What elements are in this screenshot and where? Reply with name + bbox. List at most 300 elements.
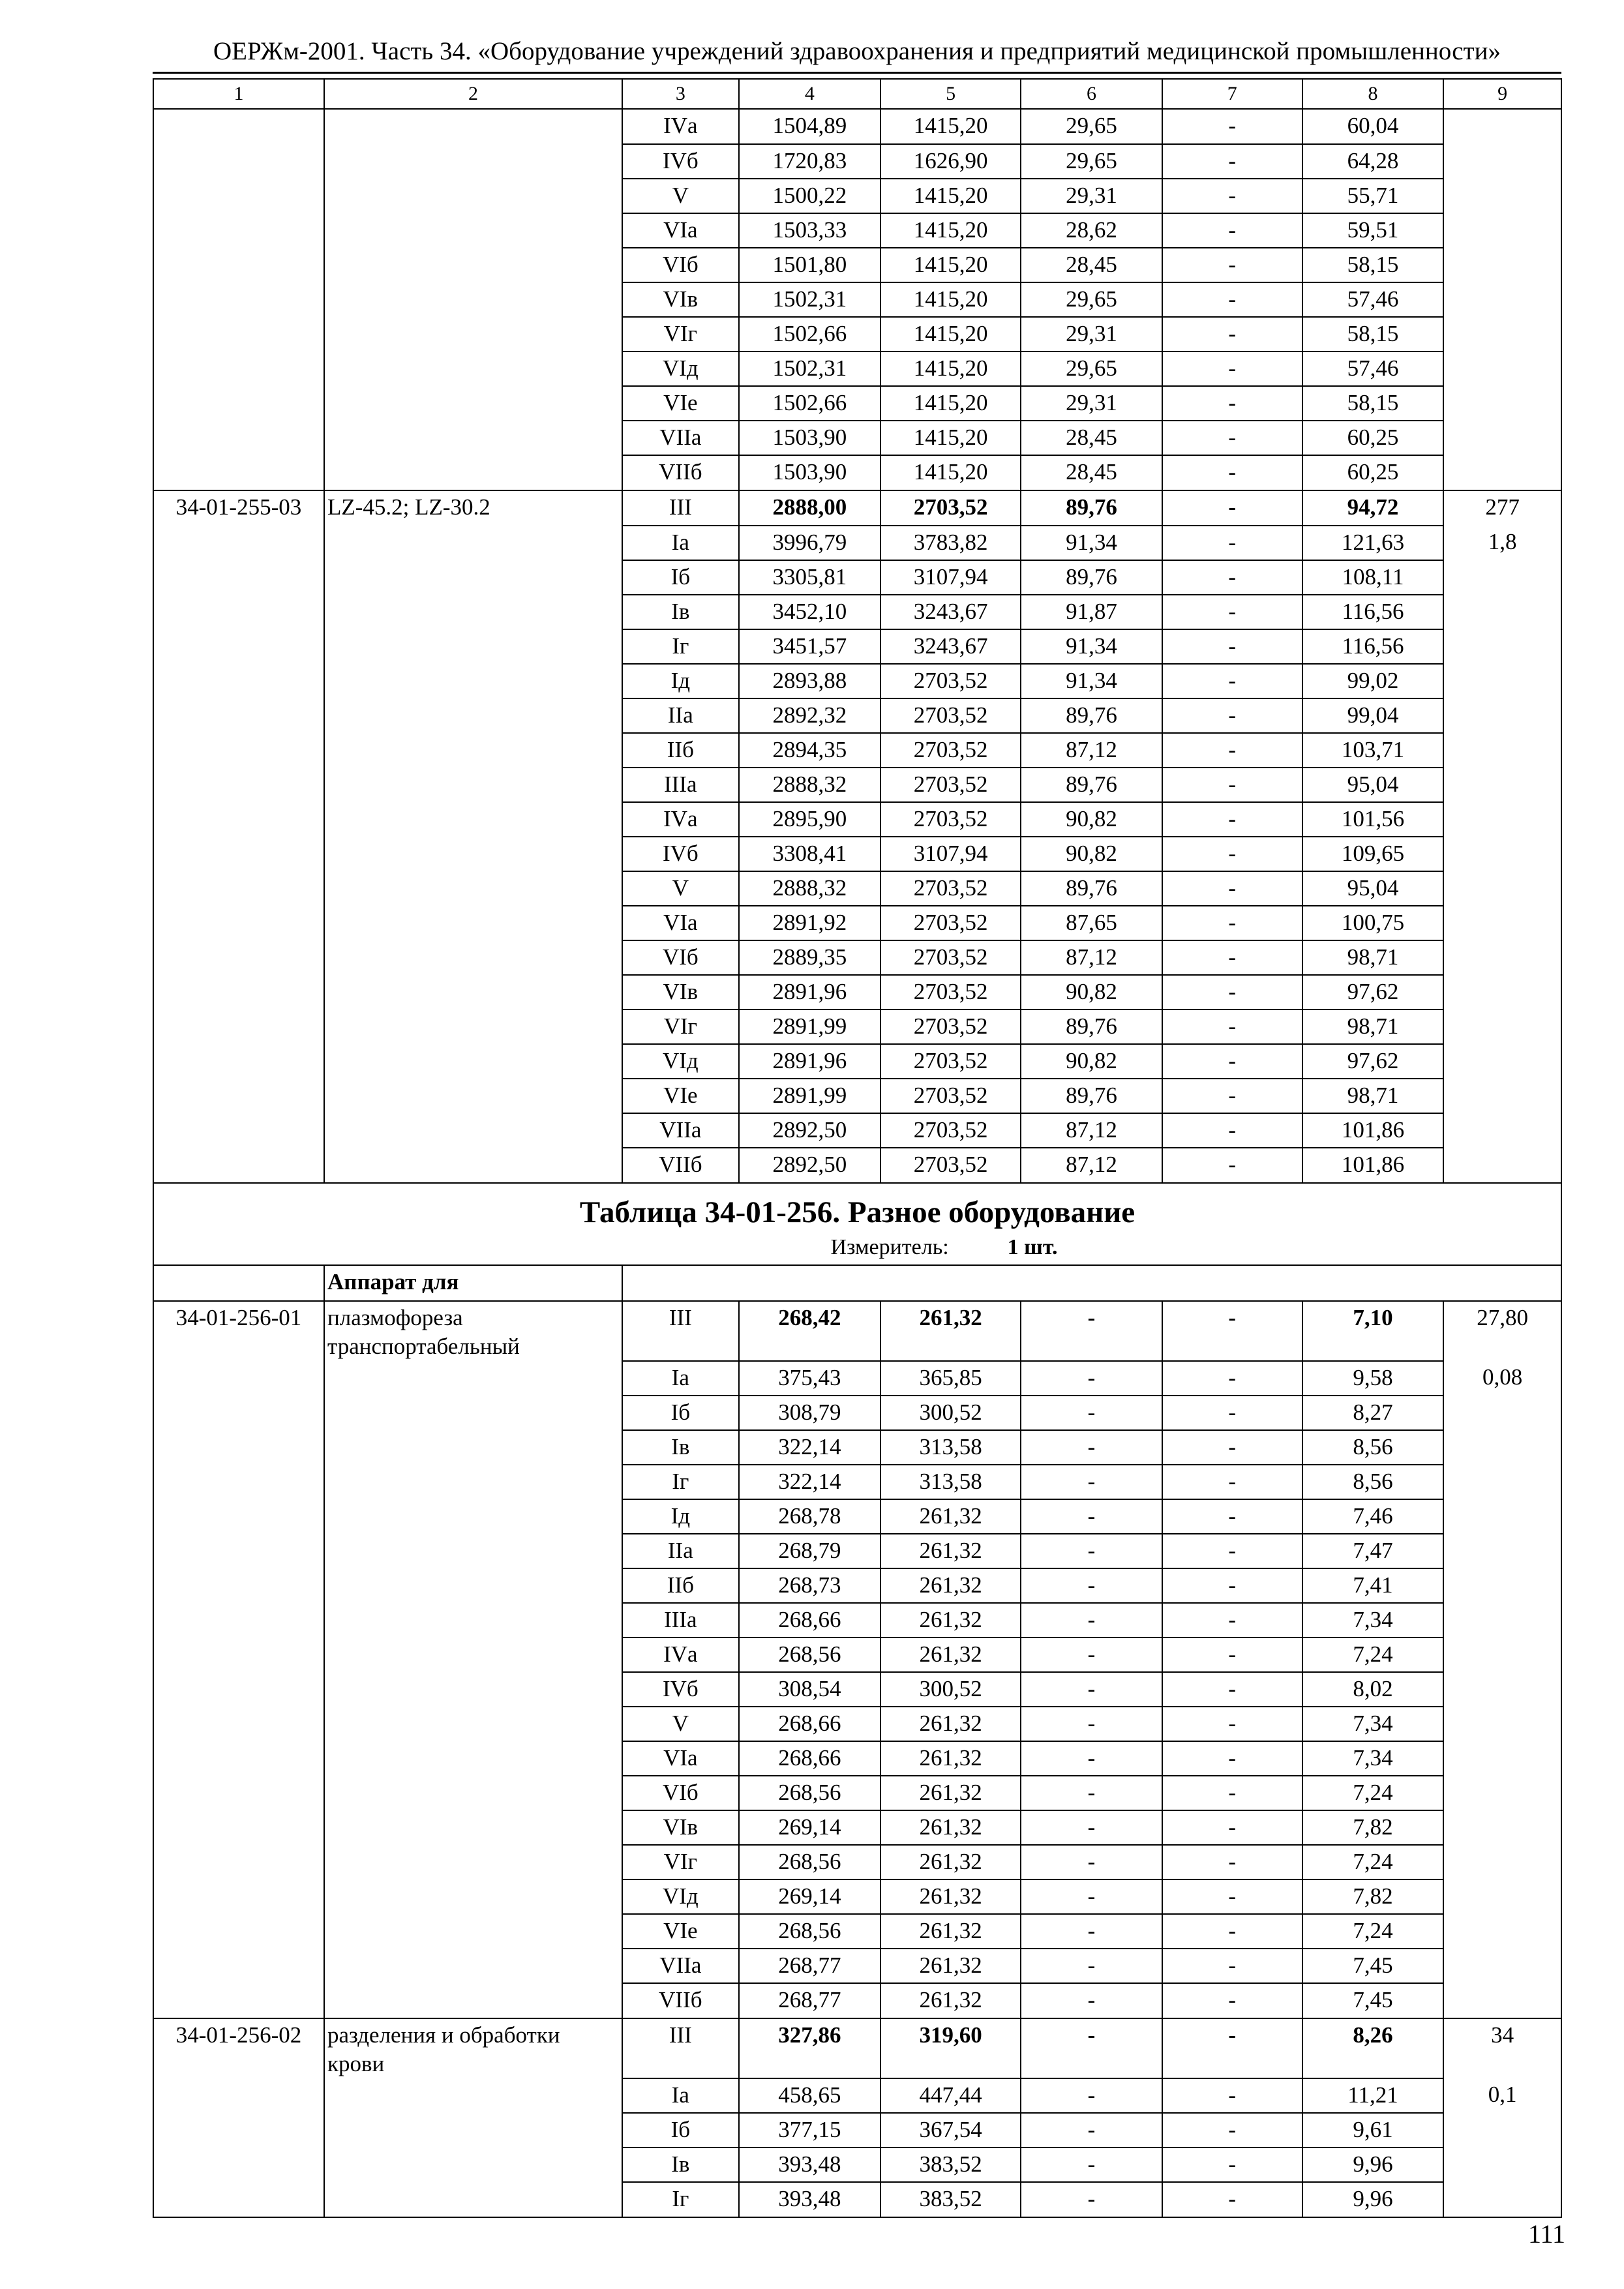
code-cell: [153, 664, 324, 698]
name-cell: [324, 179, 622, 213]
col9-cell: [1443, 2113, 1561, 2147]
region-zone-cell: Iв: [622, 2147, 739, 2182]
code-cell: [153, 455, 324, 490]
name-cell: [324, 1430, 622, 1465]
wages-cost-cell: 261,32: [880, 1949, 1021, 1983]
table-row: [153, 560, 1561, 595]
materials-cost-cell: 7,82: [1302, 1810, 1443, 1845]
materials-cost-cell: 121,63: [1302, 526, 1443, 560]
machine-cost-cell: -: [1021, 1845, 1162, 1879]
col9-cell: [1443, 455, 1561, 490]
machine-cost-cell: 29,65: [1021, 352, 1162, 386]
region-zone-cell: VIе: [622, 386, 739, 421]
region-zone-cell: IVа: [622, 1638, 739, 1672]
name-cell: плазмофореза транспортабельный: [324, 1301, 622, 1361]
name-cell: [324, 1845, 622, 1879]
machine-cost-cell: -: [1021, 2018, 1162, 2078]
col9-cell: [1443, 352, 1561, 386]
total-cost-cell: 2888,00: [739, 490, 880, 526]
code-cell: [153, 352, 324, 386]
machine-cost-cell: 90,82: [1021, 837, 1162, 871]
total-cost-cell: 1720,83: [739, 144, 880, 179]
total-cost-cell: 3451,57: [739, 629, 880, 664]
machine-cost-cell: 29,65: [1021, 109, 1162, 144]
wages-cost-cell: 3243,67: [880, 629, 1021, 664]
region-zone-cell: Iб: [622, 2113, 739, 2147]
code-cell: [153, 1265, 324, 1301]
table-row: [153, 1707, 1561, 1741]
driver-wages-cell: -: [1162, 1430, 1302, 1465]
machine-cost-cell: -: [1021, 2113, 1162, 2147]
driver-wages-cell: -: [1162, 1010, 1302, 1044]
code-cell: 34-01-255-03: [153, 490, 324, 526]
table-row: [153, 144, 1561, 179]
materials-cost-cell: 101,86: [1302, 1148, 1443, 1183]
region-zone-cell: Iб: [622, 560, 739, 595]
code-cell: [153, 1568, 324, 1603]
section-header-row: [153, 1183, 1561, 1265]
wages-cost-cell: 261,32: [880, 1845, 1021, 1879]
region-zone-cell: VIб: [622, 248, 739, 282]
code-cell: [153, 386, 324, 421]
code-cell: [153, 179, 324, 213]
code-cell: 34-01-256-02: [153, 2018, 324, 2078]
driver-wages-cell: -: [1162, 1603, 1302, 1638]
col9-cell: [1443, 386, 1561, 421]
col9-cell: [1443, 1845, 1561, 1879]
name-cell: LZ-45.2; LZ-30.2: [324, 490, 622, 526]
table-row: [153, 664, 1561, 698]
name-cell: [324, 282, 622, 317]
total-cost-cell: 327,86: [739, 2018, 880, 2078]
materials-cost-cell: 7,45: [1302, 1949, 1443, 1983]
region-zone-cell: VIIа: [622, 1113, 739, 1148]
table-row: [153, 1914, 1561, 1949]
driver-wages-cell: -: [1162, 975, 1302, 1010]
region-zone-cell: Iб: [622, 1396, 739, 1430]
materials-cost-cell: 7,45: [1302, 1983, 1443, 2018]
wages-cost-cell: 261,32: [880, 1568, 1021, 1603]
wages-cost-cell: 2703,52: [880, 1044, 1021, 1079]
col9-cell: [1443, 664, 1561, 698]
region-zone-cell: VIе: [622, 1079, 739, 1113]
driver-wages-cell: -: [1162, 906, 1302, 940]
driver-wages-cell: -: [1162, 2147, 1302, 2182]
col9-cell: [1443, 871, 1561, 906]
name-cell: [324, 1396, 622, 1430]
region-zone-cell: IIIа: [622, 1603, 739, 1638]
total-cost-cell: 1502,66: [739, 386, 880, 421]
table-row: [153, 1638, 1561, 1672]
materials-cost-cell: 9,96: [1302, 2182, 1443, 2217]
col9-cell: [1443, 1534, 1561, 1568]
total-cost-cell: 269,14: [739, 1879, 880, 1914]
table-row: [153, 768, 1561, 802]
col9-cell: [1443, 1638, 1561, 1672]
table-row: [153, 629, 1561, 664]
code-cell: [153, 144, 324, 179]
driver-wages-cell: -: [1162, 1499, 1302, 1534]
total-cost-cell: 268,56: [739, 1638, 880, 1672]
region-zone-cell: IIIа: [622, 768, 739, 802]
wages-cost-cell: 300,52: [880, 1396, 1021, 1430]
col9-cell: 34: [1443, 2018, 1561, 2078]
driver-wages-cell: -: [1162, 1845, 1302, 1879]
total-cost-cell: 1502,31: [739, 282, 880, 317]
total-cost-cell: 2891,99: [739, 1010, 880, 1044]
col9-cell: [1443, 179, 1561, 213]
wages-cost-cell: 261,32: [880, 1499, 1021, 1534]
code-cell: [153, 768, 324, 802]
total-cost-cell: 1504,89: [739, 109, 880, 144]
name-cell: [324, 109, 622, 144]
name-cell: [324, 1044, 622, 1079]
total-cost-cell: 268,78: [739, 1499, 880, 1534]
column-numbers-row: [153, 79, 1561, 109]
materials-cost-cell: 8,56: [1302, 1465, 1443, 1499]
table-row: [153, 1010, 1561, 1044]
code-cell: [153, 2147, 324, 2182]
code-cell: [153, 733, 324, 768]
materials-cost-cell: 58,15: [1302, 248, 1443, 282]
machine-cost-cell: -: [1021, 1638, 1162, 1672]
code-cell: [153, 1638, 324, 1672]
col9-cell: [1443, 213, 1561, 248]
region-zone-cell: Iв: [622, 1430, 739, 1465]
column-number: 1: [153, 79, 324, 109]
code-cell: [153, 109, 324, 144]
driver-wages-cell: -: [1162, 1879, 1302, 1914]
wages-cost-cell: 367,54: [880, 2113, 1021, 2147]
wages-cost-cell: 261,32: [880, 1983, 1021, 2018]
driver-wages-cell: -: [1162, 2182, 1302, 2217]
table-row: [153, 940, 1561, 975]
total-cost-cell: 322,14: [739, 1465, 880, 1499]
machine-cost-cell: 89,76: [1021, 490, 1162, 526]
total-cost-cell: 377,15: [739, 2113, 880, 2147]
materials-cost-cell: 60,04: [1302, 109, 1443, 144]
name-cell: [324, 526, 622, 560]
code-cell: [153, 213, 324, 248]
code-cell: [153, 629, 324, 664]
col9-cell: [1443, 802, 1561, 837]
code-cell: [153, 1672, 324, 1707]
total-cost-cell: 322,14: [739, 1430, 880, 1465]
code-cell: [153, 421, 324, 455]
code-cell: [153, 1603, 324, 1638]
column-number: 2: [324, 79, 622, 109]
table-row: [153, 1879, 1561, 1914]
machine-cost-cell: 90,82: [1021, 975, 1162, 1010]
total-cost-cell: 3996,79: [739, 526, 880, 560]
name-cell: разделения и обработки крови: [324, 2018, 622, 2078]
region-zone-cell: IVб: [622, 837, 739, 871]
code-cell: [153, 1776, 324, 1810]
col9-cell: [1443, 1465, 1561, 1499]
total-cost-cell: 2892,50: [739, 1113, 880, 1148]
total-cost-cell: 308,54: [739, 1672, 880, 1707]
code-cell: [153, 248, 324, 282]
table-row: [153, 1148, 1561, 1183]
wages-cost-cell: 2703,52: [880, 768, 1021, 802]
driver-wages-cell: -: [1162, 768, 1302, 802]
code-cell: [153, 837, 324, 871]
region-zone-cell: VIв: [622, 975, 739, 1010]
name-cell: [324, 1672, 622, 1707]
price-table: [153, 78, 1562, 2218]
code-cell: [153, 1148, 324, 1183]
driver-wages-cell: -: [1162, 352, 1302, 386]
total-cost-cell: 268,73: [739, 1568, 880, 1603]
table-row: [153, 455, 1561, 490]
table-row: [153, 1396, 1561, 1430]
code-cell: [153, 2078, 324, 2113]
table-row: [153, 1568, 1561, 1603]
wages-cost-cell: 261,32: [880, 1879, 1021, 1914]
name-cell: [324, 248, 622, 282]
wages-cost-cell: 1626,90: [880, 144, 1021, 179]
code-cell: [153, 526, 324, 560]
total-cost-cell: 2892,50: [739, 1148, 880, 1183]
materials-cost-cell: 7,24: [1302, 1845, 1443, 1879]
region-zone-cell: VIб: [622, 940, 739, 975]
table-row: [153, 386, 1561, 421]
name-cell: [324, 664, 622, 698]
materials-cost-cell: 55,71: [1302, 179, 1443, 213]
machine-cost-cell: -: [1021, 1810, 1162, 1845]
table-row: [153, 1430, 1561, 1465]
region-zone-cell: VIIб: [622, 1983, 739, 2018]
region-zone-cell: V: [622, 179, 739, 213]
table-row: [153, 2182, 1561, 2217]
wages-cost-cell: 261,32: [880, 1810, 1021, 1845]
total-cost-cell: 268,77: [739, 1983, 880, 2018]
wages-cost-cell: 300,52: [880, 1672, 1021, 1707]
wages-cost-cell: 2703,52: [880, 871, 1021, 906]
table-row: [153, 1301, 1561, 1361]
materials-cost-cell: 95,04: [1302, 871, 1443, 906]
driver-wages-cell: -: [1162, 526, 1302, 560]
region-zone-cell: VIIб: [622, 1148, 739, 1183]
col9-cell: [1443, 768, 1561, 802]
wages-cost-cell: 383,52: [880, 2147, 1021, 2182]
machine-cost-cell: -: [1021, 1949, 1162, 1983]
driver-wages-cell: -: [1162, 144, 1302, 179]
code-cell: 34-01-256-01: [153, 1301, 324, 1361]
materials-cost-cell: 94,72: [1302, 490, 1443, 526]
subheading-cell: Аппарат для: [324, 1265, 622, 1301]
machine-cost-cell: 29,65: [1021, 282, 1162, 317]
machine-cost-cell: 90,82: [1021, 1044, 1162, 1079]
name-cell: [324, 1534, 622, 1568]
region-zone-cell: Iг: [622, 2182, 739, 2217]
region-zone-cell: IVа: [622, 109, 739, 144]
meter-value: 1 шт.: [1007, 1235, 1058, 1259]
wages-cost-cell: 383,52: [880, 2182, 1021, 2217]
code-cell: [153, 1113, 324, 1148]
machine-cost-cell: -: [1021, 1396, 1162, 1430]
machine-cost-cell: 28,62: [1021, 213, 1162, 248]
driver-wages-cell: -: [1162, 560, 1302, 595]
machine-cost-cell: 28,45: [1021, 455, 1162, 490]
total-cost-cell: 1503,33: [739, 213, 880, 248]
wages-cost-cell: 2703,52: [880, 975, 1021, 1010]
table-row: [153, 837, 1561, 871]
wages-cost-cell: 261,32: [880, 1707, 1021, 1741]
materials-cost-cell: 101,86: [1302, 1113, 1443, 1148]
col9-cell: [1443, 733, 1561, 768]
materials-cost-cell: 101,56: [1302, 802, 1443, 837]
driver-wages-cell: -: [1162, 1949, 1302, 1983]
name-cell: [324, 802, 622, 837]
total-cost-cell: 2888,32: [739, 768, 880, 802]
name-cell: [324, 698, 622, 733]
name-cell: [324, 595, 622, 629]
wages-cost-cell: 1415,20: [880, 248, 1021, 282]
machine-cost-cell: 89,76: [1021, 1010, 1162, 1044]
name-cell: [324, 560, 622, 595]
driver-wages-cell: -: [1162, 1396, 1302, 1430]
machine-cost-cell: -: [1021, 1603, 1162, 1638]
wages-cost-cell: 261,32: [880, 1603, 1021, 1638]
materials-cost-cell: 64,28: [1302, 144, 1443, 179]
col9-cell: 0,1: [1443, 2078, 1561, 2113]
driver-wages-cell: -: [1162, 2078, 1302, 2113]
machine-cost-cell: -: [1021, 1707, 1162, 1741]
total-cost-cell: 2895,90: [739, 802, 880, 837]
wages-cost-cell: 1415,20: [880, 109, 1021, 144]
code-cell: [153, 1741, 324, 1776]
driver-wages-cell: -: [1162, 317, 1302, 352]
table-row: [153, 1810, 1561, 1845]
section-header-cell: [153, 1183, 1561, 1265]
name-cell: [324, 144, 622, 179]
total-cost-cell: 2891,96: [739, 975, 880, 1010]
code-cell: [153, 1914, 324, 1949]
wages-cost-cell: 1415,20: [880, 282, 1021, 317]
code-cell: [153, 802, 324, 837]
region-zone-cell: IIб: [622, 1568, 739, 1603]
machine-cost-cell: -: [1021, 2147, 1162, 2182]
table-row: [153, 1465, 1561, 1499]
table-row: [153, 1741, 1561, 1776]
region-zone-cell: IIб: [622, 733, 739, 768]
total-cost-cell: 2888,32: [739, 871, 880, 906]
total-cost-cell: 3452,10: [739, 595, 880, 629]
name-cell: [324, 2113, 622, 2147]
materials-cost-cell: 7,46: [1302, 1499, 1443, 1534]
machine-cost-cell: -: [1021, 1983, 1162, 2018]
machine-cost-cell: -: [1021, 1430, 1162, 1465]
col9-cell: [1443, 1879, 1561, 1914]
machine-cost-cell: -: [1021, 1568, 1162, 1603]
materials-cost-cell: 108,11: [1302, 560, 1443, 595]
materials-cost-cell: 9,58: [1302, 1361, 1443, 1396]
code-cell: [153, 282, 324, 317]
code-cell: [153, 871, 324, 906]
materials-cost-cell: 7,10: [1302, 1301, 1443, 1361]
machine-cost-cell: 87,12: [1021, 940, 1162, 975]
region-zone-cell: IVб: [622, 144, 739, 179]
name-cell: [324, 906, 622, 940]
code-cell: [153, 1810, 324, 1845]
region-zone-cell: VIIа: [622, 421, 739, 455]
region-zone-cell: Iг: [622, 1465, 739, 1499]
region-zone-cell: VIд: [622, 1044, 739, 1079]
column-number: 9: [1443, 79, 1561, 109]
table-row: [153, 421, 1561, 455]
driver-wages-cell: -: [1162, 490, 1302, 526]
materials-cost-cell: 7,24: [1302, 1914, 1443, 1949]
col9-cell: [1443, 1741, 1561, 1776]
col9-cell: [1443, 975, 1561, 1010]
region-zone-cell: VIг: [622, 1845, 739, 1879]
wages-cost-cell: 2703,52: [880, 698, 1021, 733]
materials-cost-cell: 98,71: [1302, 940, 1443, 975]
code-cell: [153, 2113, 324, 2147]
wages-cost-cell: 1415,20: [880, 386, 1021, 421]
machine-cost-cell: 87,12: [1021, 733, 1162, 768]
table-row: [153, 1044, 1561, 1079]
wages-cost-cell: 261,32: [880, 1638, 1021, 1672]
col9-cell: [1443, 282, 1561, 317]
materials-cost-cell: 97,62: [1302, 975, 1443, 1010]
wages-cost-cell: 313,58: [880, 1430, 1021, 1465]
col9-cell: 27,80: [1443, 1301, 1561, 1361]
name-cell: [324, 733, 622, 768]
table-row: [153, 213, 1561, 248]
materials-cost-cell: 7,34: [1302, 1707, 1443, 1741]
region-zone-cell: VIв: [622, 1810, 739, 1845]
code-cell: [153, 317, 324, 352]
name-cell: [324, 2147, 622, 2182]
total-cost-cell: 268,66: [739, 1603, 880, 1638]
name-cell: [324, 1603, 622, 1638]
machine-cost-cell: 29,31: [1021, 317, 1162, 352]
table-row: [153, 1776, 1561, 1810]
code-cell: [153, 595, 324, 629]
code-cell: [153, 1983, 324, 2018]
machine-cost-cell: -: [1021, 1534, 1162, 1568]
col9-cell: [1443, 1044, 1561, 1079]
table-row: [153, 2147, 1561, 2182]
name-cell: [324, 1638, 622, 1672]
driver-wages-cell: -: [1162, 386, 1302, 421]
region-zone-cell: VIб: [622, 1776, 739, 1810]
materials-cost-cell: 100,75: [1302, 906, 1443, 940]
materials-cost-cell: 99,02: [1302, 664, 1443, 698]
col9-cell: [1443, 1113, 1561, 1148]
table-row: [153, 802, 1561, 837]
table-row: [153, 490, 1561, 526]
col9-cell: [1443, 1810, 1561, 1845]
region-zone-cell: III: [622, 1301, 739, 1361]
col9-cell: [1443, 1568, 1561, 1603]
wages-cost-cell: 313,58: [880, 1465, 1021, 1499]
col9-cell: [1443, 1949, 1561, 1983]
machine-cost-cell: 87,65: [1021, 906, 1162, 940]
total-cost-cell: 268,66: [739, 1707, 880, 1741]
driver-wages-cell: -: [1162, 871, 1302, 906]
machine-cost-cell: 89,76: [1021, 871, 1162, 906]
total-cost-cell: 268,79: [739, 1534, 880, 1568]
region-zone-cell: VIе: [622, 1914, 739, 1949]
col9-cell: [1443, 940, 1561, 975]
name-cell: [324, 213, 622, 248]
total-cost-cell: 268,56: [739, 1776, 880, 1810]
total-cost-cell: 2894,35: [739, 733, 880, 768]
table-row: [153, 1079, 1561, 1113]
